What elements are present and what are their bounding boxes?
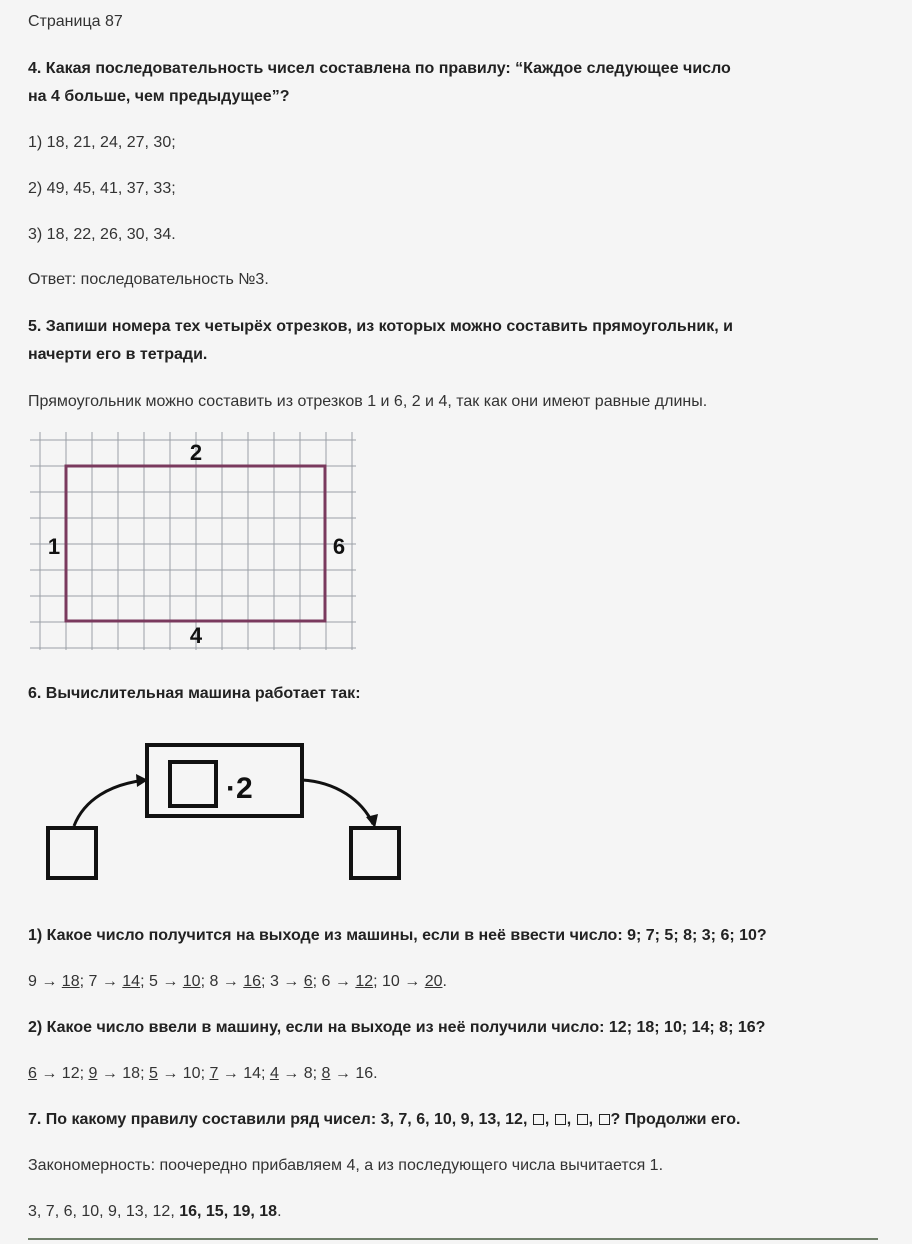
output-arrow [302, 780, 373, 824]
page-title: Страница 87 [28, 13, 123, 30]
pair-output: 8 [303, 1065, 313, 1082]
input-arrow [74, 780, 146, 826]
arrow-icon: → [36, 1065, 62, 1082]
q4-option-2: 2) 49, 45, 41, 37, 33; [28, 180, 176, 197]
pair-output: 20 [424, 973, 443, 990]
q4-answer: Ответ: последовательность №3. [28, 271, 269, 288]
pair-output: 18 [122, 1065, 141, 1082]
pair-output: 10 [182, 973, 201, 990]
pair-output: 14 [122, 973, 141, 990]
q4-title-line1: 4. Какая последовательность чисел составлена по правилу: “Каждое следующее число [28, 60, 731, 77]
pair-output: 18 [61, 973, 80, 990]
blank-square-icon [555, 1114, 566, 1125]
arrow-icon: → [97, 1065, 123, 1082]
q7-series-given: 3, 7, 6, 10, 9, 13, 12, [28, 1203, 180, 1220]
pair-output: 16 [355, 1065, 374, 1082]
pair-input: 7 [209, 1065, 219, 1082]
pair-input: 8 [209, 973, 219, 990]
pair-input: 10 [382, 973, 400, 990]
pair-input: 7 [88, 973, 98, 990]
q7-title-prefix: 7. По какому правилу составили ряд чисел: 3, 7, 6, 10, 9, 13, 12, [28, 1111, 532, 1128]
arrow-icon: → [218, 1065, 244, 1082]
label-left: 1 [47, 534, 61, 559]
q6-sub1-question: 1) Какое число получится на выходе из машины, если в неё ввести число: 9; 7; 5; 8; 3; 6; 10? [28, 927, 767, 944]
arrow-icon: → [36, 973, 62, 990]
q7-series-continued: 16, 15, 19, 18 [179, 1203, 278, 1220]
q7-title [28, 1110, 740, 1130]
q6-sub2-answers: 6 → 12; 9 → 18; 5 → 10; 7 → 14; 4 → 8; 8 → 16. [28, 1065, 378, 1082]
blank-square-icon [533, 1114, 544, 1125]
q6-sub2-question: 2) Какое число ввели в машину, если на выходе из неё получили число: 12; 18; 10; 14; 8; 16? [28, 1019, 766, 1036]
blank-square-icon [599, 1114, 610, 1125]
pair-output: 12 [61, 1065, 80, 1082]
label-right: 6 [332, 534, 346, 559]
q5-title-line1: 5. Запиши номера тех четырёх отрезков, из которых можно составить прямоугольник, и [28, 318, 733, 335]
q4-title-line2: на 4 больше, чем предыдущее”? [28, 88, 290, 105]
grid-figure [30, 432, 360, 654]
arrow-icon: → [157, 973, 183, 990]
label-top: 2 [189, 440, 203, 465]
blank-square-icon [577, 1114, 588, 1125]
q7-series [28, 1202, 282, 1222]
q7-series-end: . [277, 1203, 282, 1220]
q7-sep: , [544, 1111, 554, 1128]
pair-output: 14 [243, 1065, 262, 1082]
pair-output: 10 [182, 1065, 201, 1082]
pair-output: 16 [243, 973, 262, 990]
pair-input: 8 [321, 1065, 331, 1082]
q5-title-line2: начерти его в тетради. [28, 346, 208, 363]
q7-sep: , [588, 1111, 598, 1128]
footer-divider [28, 1238, 878, 1240]
q7-title-suffix: ? Продолжи его. [610, 1111, 741, 1128]
q7-sep: , [566, 1111, 576, 1128]
q7-explanation: Закономерность: поочередно прибавляем 4, а из последующего числа вычитается 1. [28, 1157, 664, 1174]
pair-output: 12 [355, 973, 374, 990]
machine-input-slot [170, 762, 216, 806]
q5-explanation: Прямоугольник можно составить из отрезков 1 и 6, 2 и 4, так как они имеют равные длины. [28, 393, 708, 410]
q6-sub1-answers: 9 → 18; 7 → 14; 5 → 10; 8 → 16; 3 → 6; 6 → 12; 10 → 20. [28, 973, 447, 990]
label-bottom: 4 [189, 623, 203, 648]
pair-input: 3 [269, 973, 279, 990]
q4-option-1: 1) 18, 21, 24, 27, 30; [28, 134, 176, 151]
q6-title: 6. Вычислительная машина работает так: [28, 685, 361, 702]
pair-input: 9 [28, 973, 37, 990]
pair-input: 5 [148, 1065, 158, 1082]
arrow-icon: → [157, 1065, 183, 1082]
arrow-icon: → [330, 973, 356, 990]
arrow-icon: → [330, 1065, 356, 1082]
pair-input: 9 [88, 1065, 98, 1082]
arrow-icon: → [218, 973, 244, 990]
q4-option-3: 3) 18, 22, 26, 30, 34. [28, 226, 176, 243]
arrow-icon: → [278, 1065, 304, 1082]
pair-output: 6 [303, 973, 313, 990]
pair-input: 6 [321, 973, 331, 990]
output-box [351, 828, 399, 878]
machine-operation: ·2 [226, 772, 253, 805]
arrow-icon: → [399, 973, 425, 990]
pair-input: 4 [269, 1065, 279, 1082]
input-box [48, 828, 96, 878]
arrow-icon: → [97, 973, 123, 990]
arrow-icon: → [278, 973, 304, 990]
pair-input: 6 [28, 1065, 37, 1082]
machine-diagram [40, 728, 410, 888]
pair-input: 5 [148, 973, 158, 990]
